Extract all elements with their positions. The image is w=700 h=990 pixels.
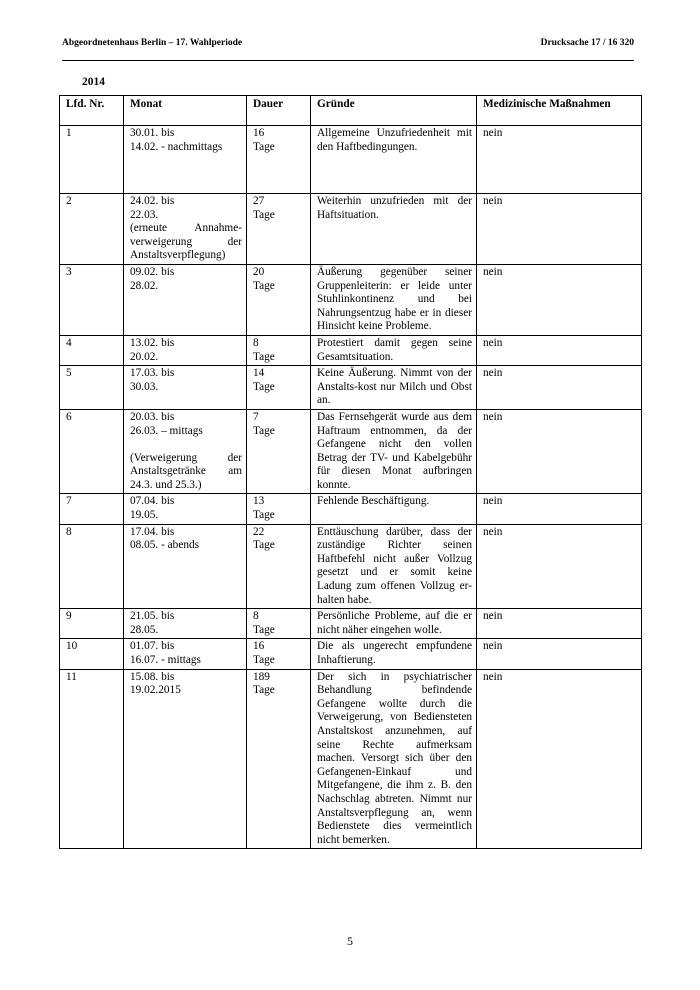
cell-gruende: Die als ungerecht empfundene Inhaftierung.: [311, 639, 477, 669]
dauer-line: 16: [253, 127, 265, 139]
dauer-line: 22: [253, 525, 265, 538]
monat-line: 16.07. - mittags: [130, 654, 201, 666]
cell-medizinische-massnahmen: nein: [477, 264, 642, 335]
dauer-line: 7: [253, 410, 259, 423]
table-row: [60, 366, 642, 410]
table-row: [60, 264, 642, 335]
monat-line: 22.03.: [130, 208, 159, 221]
cell-monat: [124, 639, 247, 669]
dauer-line: Tage: [253, 380, 275, 393]
dauer-line: 16: [253, 640, 265, 653]
dauer-line: Tage: [253, 684, 275, 697]
cell-gruende: Fehlende Beschäftigung.: [311, 494, 477, 524]
year-heading: 2014: [82, 76, 105, 88]
cell-lfd-nr: 8: [60, 524, 124, 609]
cell-gruende: Der sich in psychiatrischer Behandlung befindende Gefangene wollte durch die Verweigerung, von Bediensteten Anstaltskost anzunehmen, auf seine Rechte aufmerksam machen. Versorgt sich über den Gefangenen-Einkauf und Mitgefangene, die ihm z. B. den Nachschlag abtreten. Nimmt nur Anstaltsverpflegung an, wenn Bedienstete dies vermeintlich nicht bemerken.: [311, 669, 477, 849]
cell-gruende: Äußerung gegenüber seiner Gruppenleiterin: er leide unter Stuhlinkontinenz und bei Nahrungsentzug habe er in dieser Hinsicht keine Probleme.: [311, 264, 477, 335]
table-row: [60, 669, 642, 849]
page-number: 5: [347, 934, 353, 948]
monat-line: 21.05. bis: [130, 610, 175, 623]
monat-line: 24.02. bis: [130, 195, 175, 207]
table-header-row: [60, 96, 642, 126]
table-row: [60, 409, 642, 494]
cell-gruende: Enttäuschung darüber, dass der zuständige Richter seinen Haftbefehl nicht außer Vollzug gesetzt und er somit keine Ladung zum offenen Vollzug er-halten habe.: [311, 524, 477, 609]
table-row: [60, 126, 642, 194]
cell-gruende: Weiterhin unzufrieden mit der Haftsituation.: [311, 194, 477, 265]
cell-monat: [124, 335, 247, 365]
monat-line: 17.04. bis: [130, 525, 175, 538]
cell-medizinische-massnahmen: nein: [477, 669, 642, 849]
dauer-line: 27: [253, 195, 265, 207]
cell-monat: [124, 609, 247, 639]
dauer-line: 13: [253, 495, 265, 508]
cell-lfd-nr: 10: [60, 639, 124, 669]
dauer-line: Tage: [253, 350, 275, 363]
column-header: Gründe: [311, 96, 477, 126]
cell-lfd-nr: 11: [60, 669, 124, 849]
cell-monat: [124, 126, 247, 194]
monat-line: 20.02.: [130, 350, 159, 363]
monat-line: 09.02. bis: [130, 265, 175, 278]
cell-dauer: [247, 366, 311, 410]
cell-monat: [124, 669, 247, 849]
dauer-line: 8: [253, 336, 259, 349]
cell-dauer: [247, 669, 311, 849]
dauer-line: 8: [253, 610, 259, 623]
table-row: [60, 524, 642, 609]
cell-dauer: [247, 409, 311, 494]
dauer-line: Tage: [253, 623, 275, 636]
cell-monat: [124, 264, 247, 335]
cell-dauer: [247, 524, 311, 609]
page-header: [62, 38, 634, 48]
dauer-line: Tage: [253, 539, 275, 552]
cell-dauer: [247, 639, 311, 669]
cell-dauer: [247, 264, 311, 335]
column-header: Medizinische Maßnahmen: [477, 96, 642, 126]
cell-medizinische-massnahmen: nein: [477, 366, 642, 410]
monat-line: 28.02.: [130, 279, 159, 292]
dauer-line: 189: [253, 670, 270, 683]
dauer-line: 14: [253, 367, 265, 380]
cell-dauer: [247, 194, 311, 265]
cell-lfd-nr: 4: [60, 335, 124, 365]
column-header: Dauer: [247, 96, 311, 126]
cell-medizinische-massnahmen: nein: [477, 524, 642, 609]
cell-medizinische-massnahmen: nein: [477, 639, 642, 669]
cell-medizinische-massnahmen: nein: [477, 126, 642, 194]
table-row: [60, 194, 642, 265]
dauer-line: Tage: [253, 509, 275, 522]
cell-lfd-nr: 6: [60, 409, 124, 494]
monat-line: (Verweigerung der Anstaltsgetränke am 24.3. und 25.3.): [130, 451, 242, 491]
monat-line: [130, 438, 242, 452]
monat-line: 30.03.: [130, 380, 159, 393]
cell-monat: [124, 194, 247, 265]
monat-line: 13.02. bis: [130, 336, 175, 349]
cell-lfd-nr: 1: [60, 126, 124, 194]
dauer-line: Tage: [253, 279, 275, 292]
cell-lfd-nr: 9: [60, 609, 124, 639]
cell-lfd-nr: 7: [60, 494, 124, 524]
dauer-line: Tage: [253, 208, 275, 221]
table-row: [60, 494, 642, 524]
table-row: [60, 639, 642, 669]
monat-line: 01.07. bis: [130, 640, 175, 653]
header-right: Drucksache 17 / 16 320: [540, 38, 634, 48]
cell-medizinische-massnahmen: nein: [477, 409, 642, 494]
table-body: [60, 126, 642, 849]
cell-medizinische-massnahmen: nein: [477, 494, 642, 524]
cell-dauer: [247, 609, 311, 639]
cell-medizinische-massnahmen: nein: [477, 194, 642, 265]
column-header: Monat: [124, 96, 247, 126]
cell-lfd-nr: 3: [60, 264, 124, 335]
cell-dauer: [247, 335, 311, 365]
monat-line: 30.01. bis: [130, 127, 175, 139]
table-row: [60, 609, 642, 639]
cell-gruende: Das Fernsehgerät wurde aus dem Haftraum entnommen, da der Gefangene nicht den vollen Betrag der TV- und Kabelgebühr für diesen Monat aufbringen konnte.: [311, 409, 477, 494]
monat-line: 26.03. – mittags: [130, 424, 203, 437]
monat-line: 20.03. bis: [130, 410, 175, 423]
cell-gruende: Protestiert damit gegen seine Gesamtsituation.: [311, 335, 477, 365]
dauer-line: 20: [253, 265, 265, 278]
cell-gruende: Persönliche Probleme, auf die er nicht näher eingehen wolle.: [311, 609, 477, 639]
column-header: Lfd. Nr.: [60, 96, 124, 126]
cell-monat: [124, 409, 247, 494]
cell-medizinische-massnahmen: nein: [477, 609, 642, 639]
cell-dauer: [247, 126, 311, 194]
dauer-line: Tage: [253, 654, 275, 666]
monat-line: (erneute Annahme-verweigerung der Anstaltsverpflegung): [130, 222, 242, 262]
cell-dauer: [247, 494, 311, 524]
cell-monat: [124, 524, 247, 609]
cell-monat: [124, 494, 247, 524]
monat-line: 15.08. bis: [130, 670, 175, 683]
cell-medizinische-massnahmen: nein: [477, 335, 642, 365]
dauer-line: Tage: [253, 140, 275, 153]
cell-gruende: Allgemeine Unzufriedenheit mit den Haftbedingungen.: [311, 126, 477, 194]
table-row: [60, 335, 642, 365]
monat-line: 28.05.: [130, 623, 159, 636]
data-table: [59, 95, 642, 849]
cell-lfd-nr: 5: [60, 366, 124, 410]
dauer-line: Tage: [253, 424, 275, 437]
header-left: Abgeordnetenhaus Berlin – 17. Wahlperiode: [62, 38, 243, 48]
cell-lfd-nr: 2: [60, 194, 124, 265]
monat-line: 19.02.2015: [130, 684, 181, 697]
monat-line: 08.05. - abends: [130, 539, 200, 552]
monat-line: 07.04. bis: [130, 495, 175, 508]
monat-line: 19.05.: [130, 509, 159, 522]
monat-line: 14.02. - nachmittags: [130, 140, 223, 153]
cell-gruende: Keine Äußerung. Nimmt von der Anstalts-kost nur Milch und Obst an.: [311, 366, 477, 410]
monat-line: 17.03. bis: [130, 367, 175, 380]
cell-monat: [124, 366, 247, 410]
header-rule: [62, 60, 634, 61]
